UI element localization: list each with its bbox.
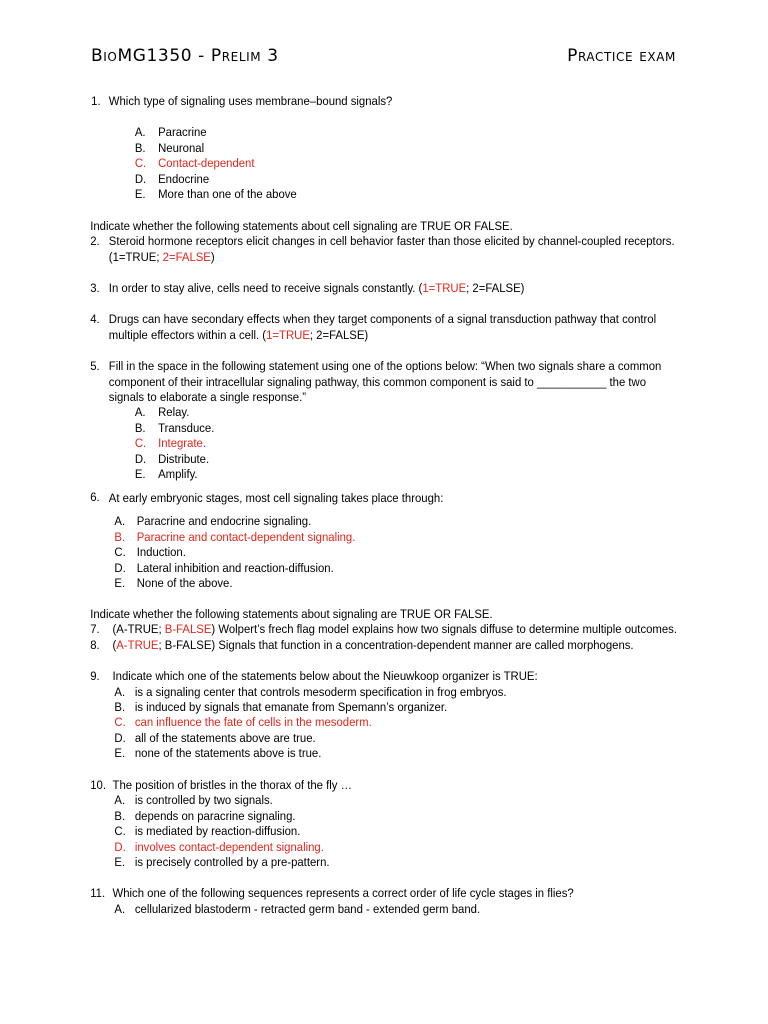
option-letter: E.: [134, 467, 146, 481]
question-number: 11.: [90, 886, 106, 900]
question-text: Which type of signaling uses membrane–bound signals?: [108, 94, 393, 108]
question-number: 3.: [90, 281, 100, 295]
option-letter: B.: [134, 141, 146, 155]
option-text: Distribute.: [158, 452, 210, 466]
option-text: Amplify.: [158, 467, 198, 481]
question-text: Steroid hormone receptors elicit changes in cell behavior faster than those elicited by channel-coupled receptors.: [108, 234, 675, 248]
question-number: 6.: [90, 490, 100, 504]
answer-close: ; 2=FALSE): [309, 328, 369, 342]
question-number: 5.: [90, 359, 100, 373]
option-text-correct: Contact-dependent: [158, 156, 255, 170]
answer-correct: 1=TRUE: [422, 281, 467, 295]
answer-correct: 1=TRUE: [266, 328, 310, 342]
option-text: is induced by signals that emanate from Spemann’s organizer.: [134, 700, 448, 714]
option-letter: E.: [114, 746, 126, 760]
question-number: 8.: [90, 638, 100, 652]
exam-title: Practice exam: [567, 46, 676, 66]
option-text: is mediated by reaction-diffusion.: [134, 824, 301, 838]
question-line: [109, 328, 368, 344]
question-line: [113, 638, 634, 654]
option-letter: E.: [114, 855, 126, 869]
answer-open: (A-TRUE;: [112, 622, 165, 636]
question-line: [109, 281, 525, 297]
option-letter-correct: D.: [114, 840, 126, 854]
question-number: 1.: [91, 94, 101, 108]
option-letter: A.: [114, 902, 126, 916]
option-letter: D.: [134, 172, 147, 186]
question-number: 2.: [90, 234, 100, 248]
question-text: component of their intracellular signaling pathway, this common component is said to ___________ the two: [108, 375, 647, 389]
option-text: More than one of the above: [158, 187, 297, 201]
question-number: 10.: [90, 778, 106, 792]
option-letter: B.: [134, 421, 146, 435]
option-letter: D.: [114, 731, 126, 745]
section-instruction: Indicate whether the following statements about cell signaling are TRUE OR FALSE.: [90, 219, 513, 233]
option-text: none of the statements above is true.: [134, 746, 322, 760]
option-letter: B.: [114, 700, 126, 714]
option-letter: D.: [134, 452, 147, 466]
option-letter-correct: C.: [134, 436, 147, 450]
option-letter: C.: [114, 545, 126, 559]
option-text-correct: Paracrine and contact-dependent signaling.: [136, 530, 356, 544]
question-text: Indicate which one of the statements below about the Nieuwkoop organizer is TRUE:: [112, 669, 538, 683]
question-number: 9.: [90, 669, 100, 683]
option-letter: E.: [114, 576, 126, 590]
option-text: Endocrine: [158, 172, 210, 186]
question-text: Fill in the space in the following statement using one of the options below: “When two signals share a common: [108, 359, 662, 373]
answer-open: (1=TRUE;: [108, 250, 163, 264]
option-letter: C.: [114, 824, 126, 838]
answer-choices: [109, 250, 215, 266]
course-title: BioMG1350 - Prelim 3: [91, 46, 279, 66]
question-text: At early embryonic stages, most cell signaling takes place through:: [108, 491, 444, 505]
answer-close: ; 2=FALSE): [466, 281, 525, 295]
question-text: ) Wolpert’s frech flag model explains how two signals diffuse to determine multiple outcomes.: [211, 622, 677, 636]
option-text: Paracrine and endocrine signaling.: [136, 514, 312, 528]
option-text: depends on paracrine signaling.: [134, 809, 296, 823]
option-text: is precisely controlled by a pre-pattern.: [134, 855, 330, 869]
question-number: 7.: [90, 622, 100, 636]
option-letter: A.: [114, 793, 126, 807]
answer-close: ): [210, 250, 215, 264]
option-letter: A.: [134, 405, 146, 419]
option-text: Relay.: [158, 405, 190, 419]
option-text: Paracrine: [158, 125, 207, 139]
option-letter-correct: B.: [114, 530, 126, 544]
option-text: Induction.: [136, 545, 186, 559]
question-text: In order to stay alive, cells need to receive signals constantly. (: [108, 281, 423, 295]
question-line: [113, 622, 677, 638]
option-text-correct: involves contact-dependent signaling.: [134, 840, 324, 854]
question-text: The position of bristles in the thorax of the fly …: [112, 778, 352, 792]
answer-correct: 2=FALSE: [162, 250, 211, 264]
option-letter: A.: [114, 685, 126, 699]
question-text: multiple effectors within a cell. (: [108, 328, 267, 342]
option-text: all of the statements above are true.: [134, 731, 316, 745]
question-text: Drugs can have secondary effects when they target components of a signal transduction pathway that control: [108, 312, 657, 326]
option-text: is controlled by two signals.: [134, 793, 273, 807]
option-letter: A.: [114, 514, 126, 528]
option-letter-correct: C.: [134, 156, 147, 170]
option-text: Transduce.: [158, 421, 215, 435]
option-text: Neuronal: [158, 141, 205, 155]
option-text: Lateral inhibition and reaction-diffusion.: [136, 561, 334, 575]
answer-correct: A-TRUE: [116, 638, 159, 652]
question-number: 4.: [90, 312, 100, 326]
option-text-correct: can influence the fate of cells in the mesoderm.: [134, 715, 372, 729]
answer-open: (: [112, 638, 117, 652]
question-text: signals to elaborate a single response.”: [108, 390, 307, 404]
option-letter: A.: [134, 125, 146, 139]
answer-correct: B-FALSE: [164, 622, 212, 636]
option-letter: E.: [134, 187, 146, 201]
option-text: cellularized blastoderm - retracted germ band - extended germ band.: [134, 902, 481, 916]
option-text: None of the above.: [136, 576, 233, 590]
option-letter: D.: [114, 561, 126, 575]
section-instruction: Indicate whether the following statements about signaling are TRUE OR FALSE.: [90, 607, 493, 621]
option-text: is a signaling center that controls mesoderm specification in frog embryos.: [134, 685, 507, 699]
option-text-correct: Integrate.: [158, 436, 206, 450]
question-text: Which one of the following sequences represents a correct order of life cycle stages in flies?: [112, 886, 574, 900]
option-letter-correct: C.: [114, 715, 126, 729]
question-text: ; B-FALSE) Signals that function in a concentration-dependent manner are called morphogens.: [158, 638, 634, 652]
option-letter: B.: [114, 809, 126, 823]
